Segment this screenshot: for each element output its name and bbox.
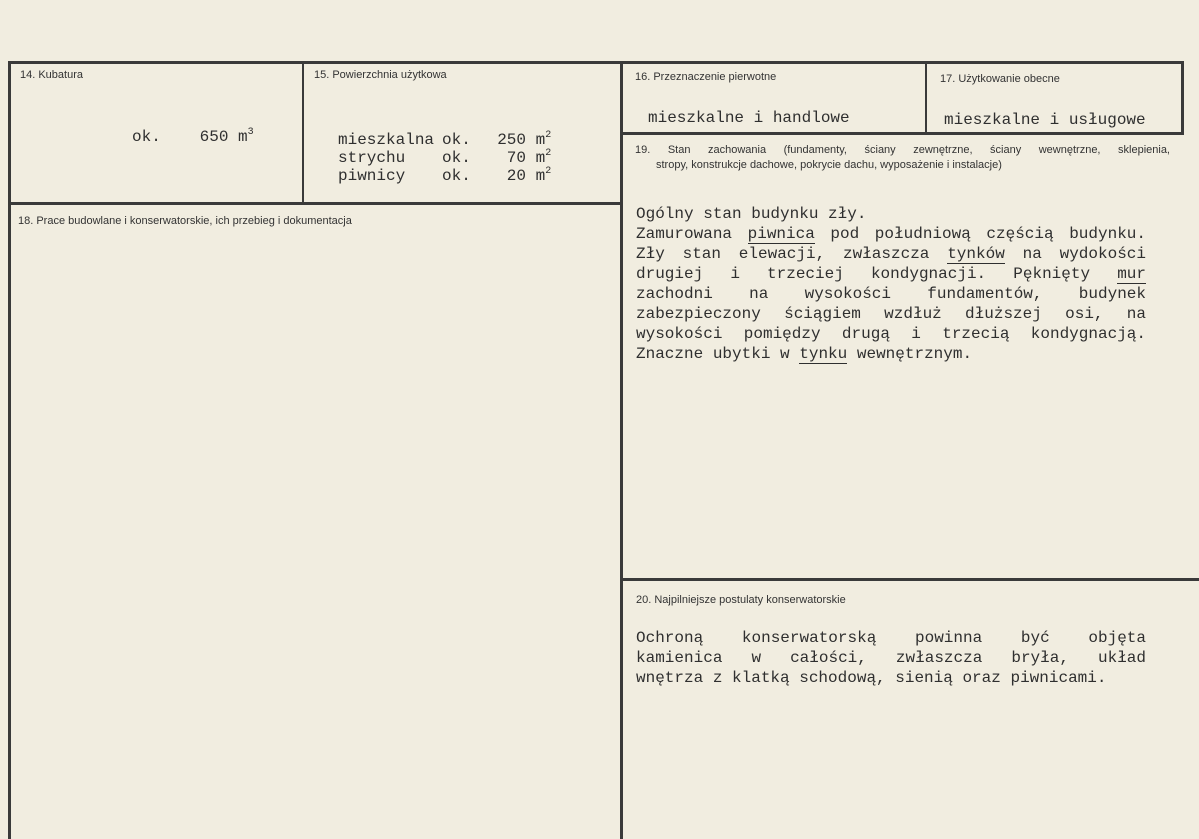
text-line: Zły stan elewacji, zwłaszcza tynków na wydokości [636, 245, 1147, 263]
right-border [1181, 64, 1184, 134]
field-19-text [636, 204, 1146, 364]
area-value: 20 [506, 167, 526, 185]
area-unit: $m^2$ [535, 148, 552, 167]
text-line: wysokości pomiędzy drugą i trzecią kondygnacją. [636, 325, 1146, 343]
divider-row-18 [8, 202, 623, 205]
kubatura-unit-exp: 3 [247, 127, 254, 138]
field-20-label: 20. Najpilniejsze postulaty konserwatorskie [636, 594, 846, 606]
kubatura-number: 650 [199, 128, 229, 146]
text-line: Ochroną konserwatorską powinna być objęta [636, 629, 1146, 647]
area-row [338, 163, 552, 185]
field-20-text [636, 628, 1146, 688]
kubatura-prefix: ok. [132, 128, 161, 146]
field-16-value: mieszkalne i handlowe [648, 109, 850, 127]
divider-main-vertical [620, 61, 623, 839]
field-17-label: 17. Użytkowanie obecne [940, 73, 1060, 85]
area-approx: ok. [442, 131, 471, 149]
field-18-label: 18. Prace budowlane i konserwatorskie, ich przebieg i dokumentacja [18, 215, 352, 227]
text-line: Znaczne ubytki w tynku wewnętrznym. [636, 345, 973, 363]
area-unit: $m^2$ [535, 166, 552, 185]
field-16-label: 16. Przeznaczenie pierwotne [635, 71, 777, 83]
area-name: piwnicy [338, 167, 406, 185]
area-row [338, 127, 552, 149]
area-value: 250 [497, 131, 526, 149]
text-line: drugiej i trzeciej kondygnacji. Pęknięty mur [636, 265, 1146, 283]
text-line: kamienica w całości, zwłaszcza bryła, układ [636, 649, 1146, 667]
field-14-label: 14. Kubatura [20, 69, 83, 81]
area-value: 70 [506, 149, 526, 167]
divider-16-17 [925, 64, 927, 134]
field-19-label-line1: 19. Stan zachowania (fundamenty, ściany zewnętrzne, ściany wewnętrzne, sklepienia, [635, 144, 1170, 156]
area-approx: ok. [442, 167, 471, 185]
text-line: Ogólny stan budynku zły. [636, 205, 867, 223]
divider-row-20 [622, 578, 1199, 581]
text-line: wnętrza z klatką schodową, sienią oraz piwnicami. [636, 669, 1107, 687]
area-row [338, 145, 552, 167]
field-15-label: 15. Powierzchnia użytkowa [314, 69, 447, 81]
field-14-value [132, 127, 254, 146]
divider-14-15 [302, 61, 304, 204]
field-19-label-line2: stropy, konstrukcje dachowe, pokrycie dachu, wyposażenie i instalacje) [656, 159, 1002, 171]
kubatura-unit: m [238, 128, 248, 146]
field-17-value: mieszkalne i usługowe [944, 111, 1146, 129]
left-border [8, 61, 11, 839]
text-line: Zamurowana piwnica pod południową częścią budynku. [636, 225, 1147, 243]
text-line: zachodni na wysokości fundamentów, budynek [636, 285, 1146, 303]
area-name: strychu [338, 149, 406, 167]
area-approx: ok. [442, 149, 471, 167]
text-line: zabezpieczony ściągiem wzdłuż dłuższej osi, na [636, 305, 1146, 323]
area-unit: $m^2$ [535, 130, 552, 149]
area-name: mieszkalna [338, 131, 435, 149]
field-15-values [338, 127, 552, 185]
top-border [8, 61, 1184, 64]
divider-row-16-17-bottom [622, 132, 1184, 135]
